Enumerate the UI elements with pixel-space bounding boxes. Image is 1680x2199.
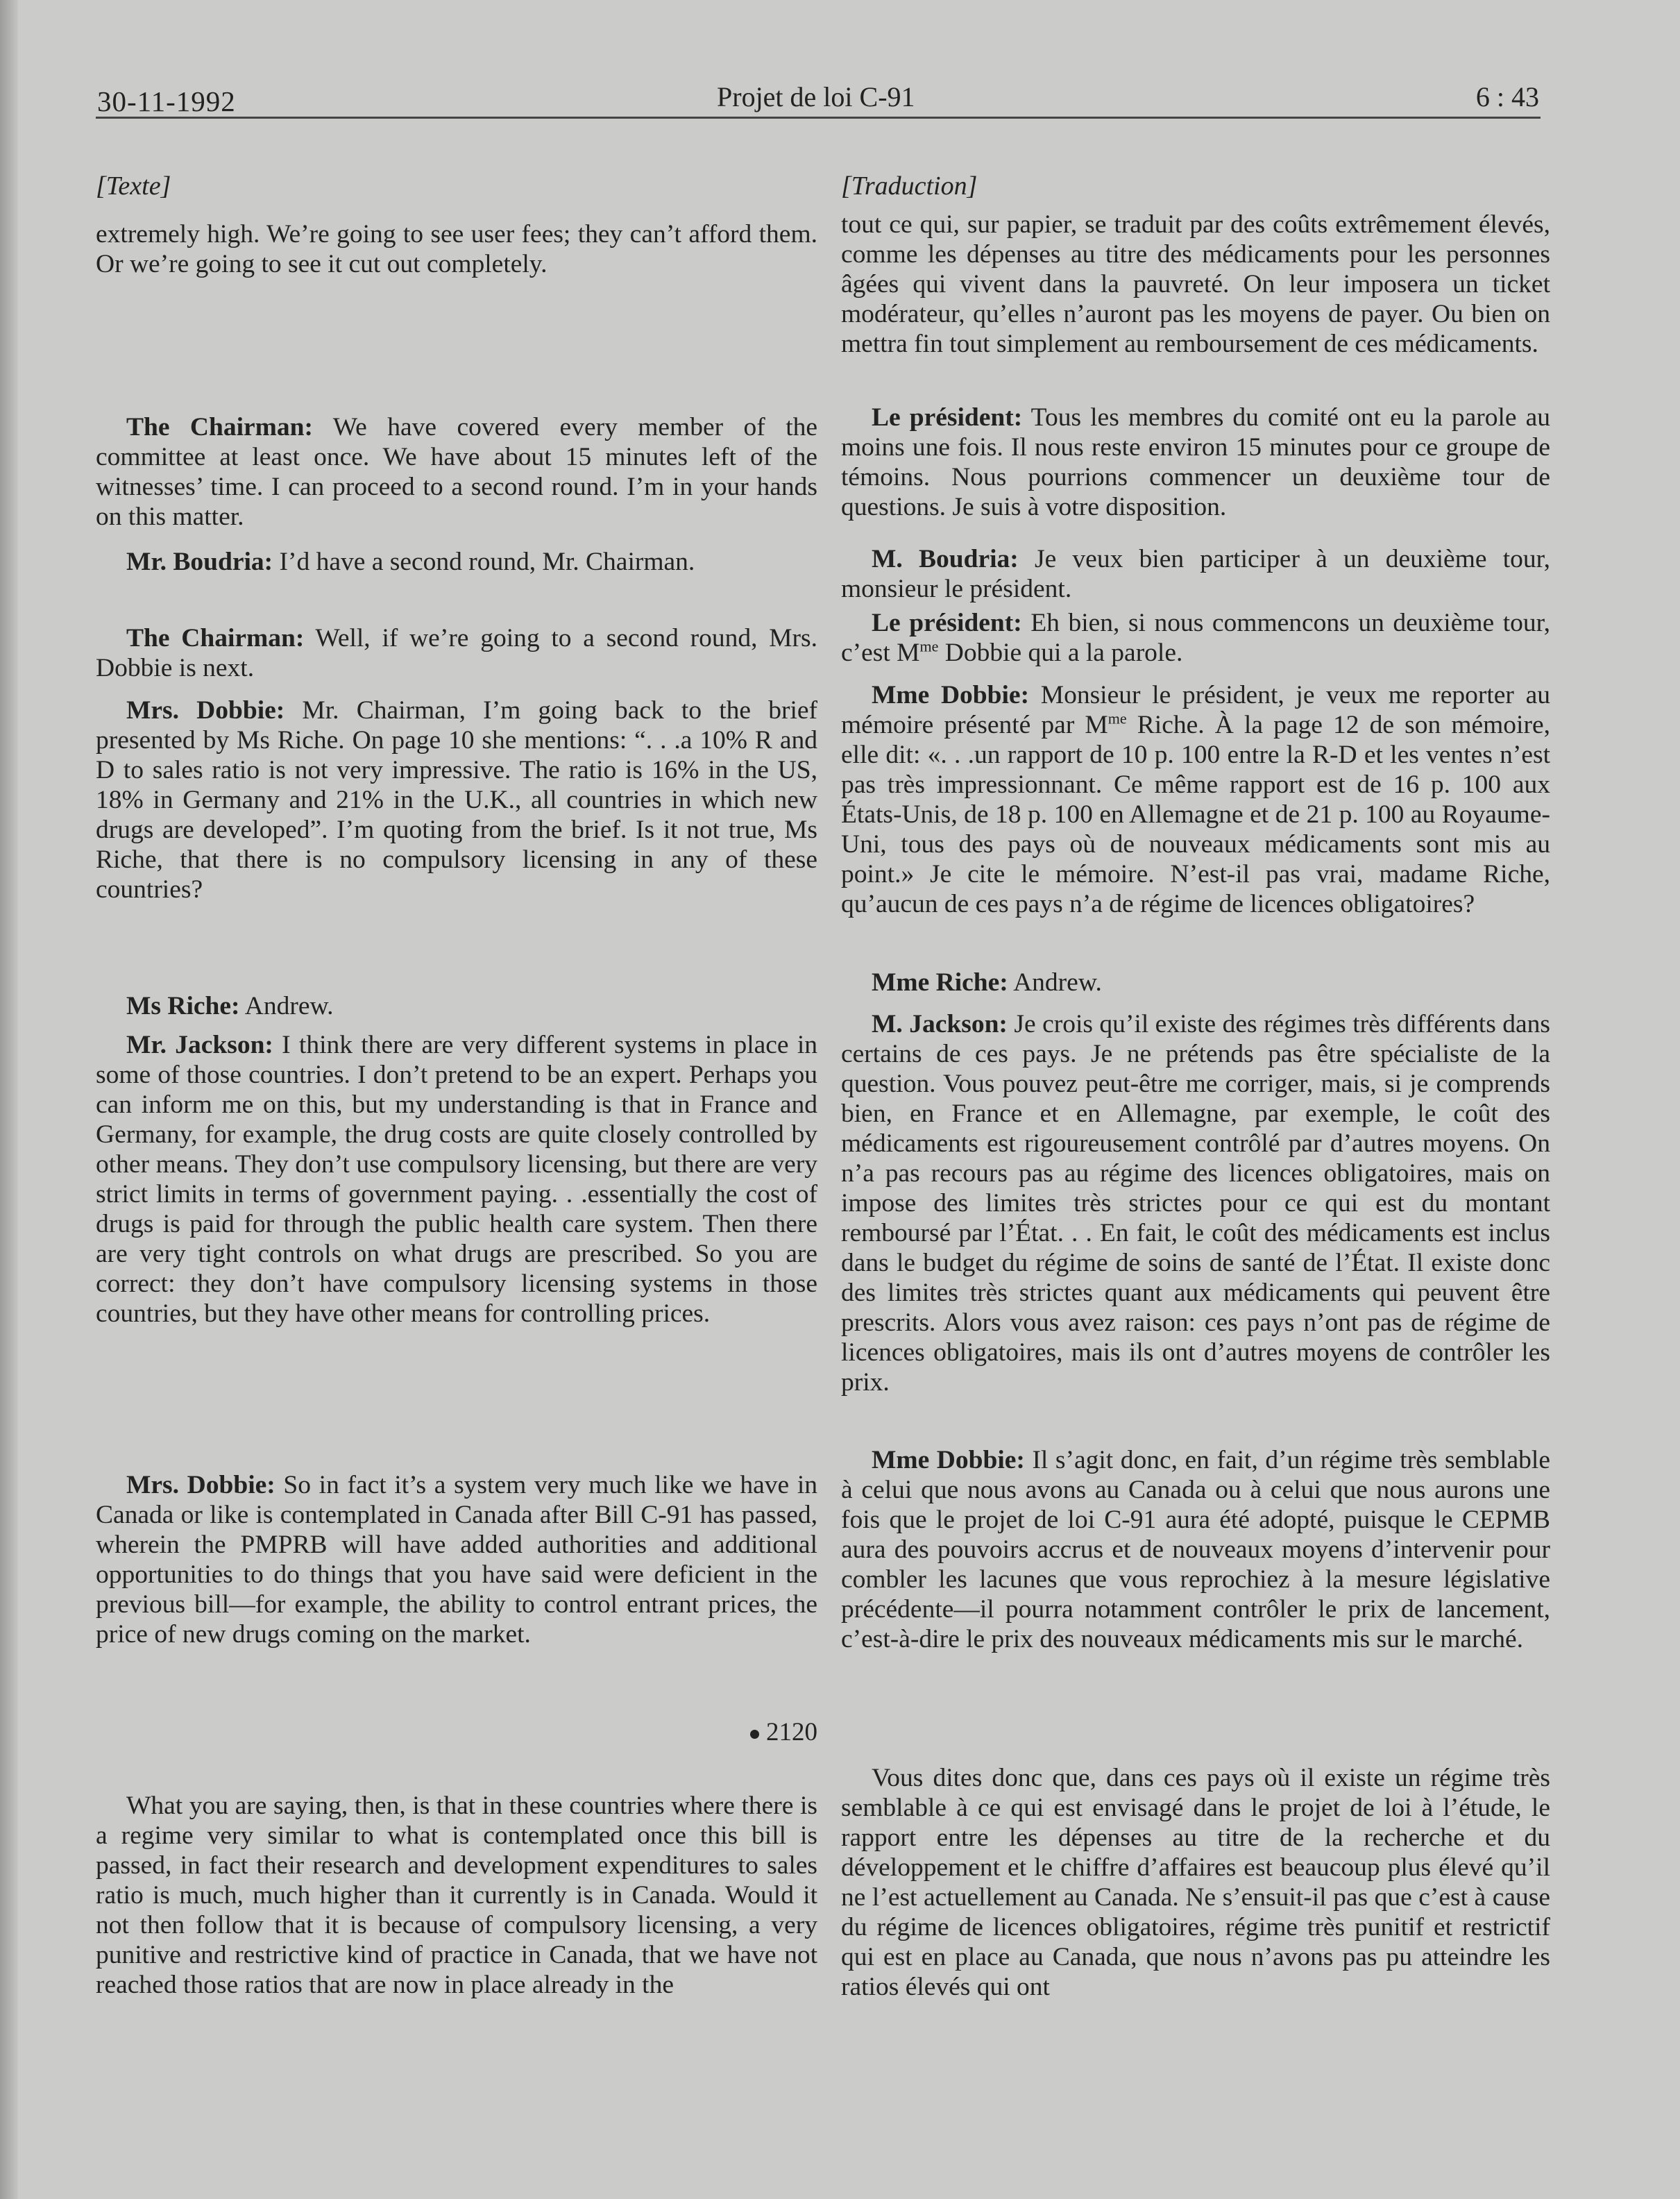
speaker-name: Ms Riche: (126, 992, 240, 1020)
en-paragraph-dobbie-2: Mrs. Dobbie: So in fact it’s a system very much like we have in Canada or like is contemplated in Canada after Bill C-91 has passed, wherein the PMPRB will have added authorities and additional opportunities to do things that you have said were deficient in the previous bill—for example, the ability to control entrant prices, the price of new drugs coming on the market. (96, 1471, 817, 1649)
fr-paragraph-jackson: M. Jackson: Je crois qu’il existe des régimes très différents dans certains de ces pays. Je ne prétends pas être spécialiste de la question. Vous pouvez peut-être me corriger, mais, si je comprends bien, en France et en Allemagne, par exemple, le coût des médicaments est rigoureusement contrôlé par d’autres moyens. On n’a pas recours pas au régime des licences obligatoires, mais on impose des limites très strictes pour ce qui est du montant remboursé par l’État. . . En fait, le coût des médicaments est inclus dans le budget du régime de soins de santé de l’État. Il existe donc des limites très strictes quant aux médicaments qui peuvent être prescrits. Alors vous avez raison: ces pays n’ont pas de régime de licences obligatoires, mais ils ont d’autres moyens de contrôler les prix. (841, 1010, 1550, 1397)
fr-paragraph-dobbie-2: Mme Dobbie: Il s’agit donc, en fait, d’un régime très semblable à celui que nous avons au Canada ou à celui que nous aurons une fois que le projet de loi C-91 aura été adopté, puisque le CEPMB aura des pouvoirs accrus et de nouveaux moyens d’intervenir pour combler les lacunes que vous reprochiez à la mesure législative précédente—il pourra notamment contrôler le prix de lancement, c’est-à-dire le prix des nouveaux médicaments mis sur le marché. (841, 1446, 1550, 1653)
speaker-name: Mme Dobbie: (872, 681, 1030, 709)
header-title: Projet de loi C-91 (717, 81, 915, 112)
en-paragraph-chairman-2: The Chairman: Well, if we’re going to a second round, Mrs. Dobbie is next. (96, 624, 818, 682)
speaker-name: The Chairman: (126, 624, 305, 652)
fr-paragraph-0: tout ce qui, sur papier, se traduit par des coûts extrêmement élevés, comme les dépenses au titre des médicaments pour les personnes âgées qui vivent dans la pauvreté. On leur imposera un ticket modérateur, qu’elles n’auront pas les moyens de payer. Ou bien on mettra fin tout simplement au remboursement de ces médicaments. (841, 210, 1550, 358)
fr-paragraph-dobbie-1: Mme Dobbie: Monsieur le président, je veux me reporter au mémoire présenté par $M^{me}$ Riche. À la page 12 de son mémoire, elle dit: «. . .un rapport de 10 p. 100 entre la R-D et les ventes n’est pas très impressionnant. Ce même rapport est de 16 p. 100 aux États-Unis, de 18 p. 100 en Allemagne et de 21 p. 100 au Royaume-Uni, tous des pays où de nouveaux médicaments sont mis au point.» Je cite le mémoire. N’est-il pas vrai, madame Riche, qu’aucun de ces pays n’a de régime de licences obligatoires? (841, 681, 1551, 918)
speaker-name: Le président: (872, 403, 1023, 432)
bullet-icon (750, 1730, 759, 1739)
speaker-name: M. Jackson: (872, 1010, 1008, 1038)
traduction-label: [Traduction] (841, 171, 978, 201)
page-edge-shadow (0, 0, 18, 2199)
fr-paragraph-boudria: M. Boudria: Je veux bien participer à un deuxième tour, monsieur le président. (841, 545, 1551, 603)
en-paragraph-chairman-1: The Chairman: We have covered every member of the committee at least once. We have about 15 minutes left of the witnesses’ time. I can proceed to a second round. I’m in your hands on this matter. (96, 413, 818, 531)
speaker-name: Le président: (872, 609, 1022, 637)
fr-paragraph-president-2: Le président: Eh bien, si nous commencons un deuxième tour, c’est $M^{me}$ Dobbie qui a la parole. (841, 609, 1550, 667)
speaker-name: Mrs. Dobbie: (126, 696, 285, 725)
en-paragraph-boudria: Mr. Boudria: I’d have a second round, Mr. Chairman. (126, 548, 695, 576)
texte-label: [Texte] (96, 171, 171, 201)
time-marker: 2120 (96, 1717, 817, 1747)
french-column (841, 167, 1550, 2027)
english-column (96, 167, 817, 2027)
speaker-name: Mr. Boudria: (126, 548, 273, 576)
en-paragraph-dobbie-1: Mrs. Dobbie: Mr. Chairman, I’m going back to the brief presented by Ms Riche. On page 10 she mentions: “. . .a 10% R and D to sales ratio is not very impressive. The ratio is 16% in the US, 18% in Germany and 21% in the U.K., all countries in which new drugs are developed”. I’m quoting from the brief. Is it not true, Ms Riche, that there is no compulsory licensing in any of these countries? (96, 696, 817, 904)
fr-paragraph-dobbie-3: Vous dites donc que, dans ces pays où il existe un régime très semblable à ce qui est envisagé dans le projet de loi à l’étude, le rapport entre les dépenses au titre de la recherche et du développement et le chiffre d’affaires est beaucoup plus élevé qu’il ne l’est actuellement au Canada. Ne s’ensuit-il pas que c’est à cause du régime de licences obligatoires, régime très punitif et restrictif qui est en place au Canada, que nous n’avons pas pu atteindre les ratios élevés qui ont (841, 1764, 1550, 2001)
speaker-name: Mrs. Dobbie: (126, 1471, 275, 1499)
header-page-number: 6 : 43 (1475, 81, 1539, 112)
header-date: 30-11-1992 (97, 85, 236, 117)
fr-paragraph-riche: Mme Riche: Andrew. (872, 968, 1102, 997)
speaker-name: M. Boudria: (872, 545, 1019, 573)
en-paragraph-riche: Ms Riche: Andrew. (126, 992, 334, 1020)
header-rule (96, 117, 1541, 119)
running-header (96, 78, 1541, 119)
speaker-name: The Chairman: (126, 413, 314, 441)
speaker-name: Mr. Jackson: (126, 1031, 273, 1059)
fr-paragraph-president-1: Le président: Tous les membres du comité ont eu la parole au moins une fois. Il nous reste environ 15 minutes pour ce groupe de témoins. Nous pourrions commencer un deuxième tour de questions. Je suis à votre disposition. (841, 403, 1551, 521)
en-paragraph-dobbie-3: What you are saying, then, is that in these countries where there is a regime very similar to what is contemplated once this bill is passed, in fact their research and development expenditures to sales ratio is much, much higher than it currently is in Canada. Would it not then follow that it is because of compulsory licensing, a very punitive and restrictive kind of practice in Canada, that we have not reached those ratios that are now in place already in the (96, 1792, 817, 1999)
speaker-name: Mme Dobbie: (872, 1446, 1025, 1474)
en-paragraph-0: extremely high. We’re going to see user fees; they can’t afford them. Or we’re going to see it cut out completely. (96, 220, 817, 278)
en-paragraph-jackson: Mr. Jackson: I think there are very different systems in place in some of those countries. I don’t pretend to be an expert. Perhaps you can inform me on this, but my understanding is that in France and Germany, for example, the drug costs are quite closely controlled by other means. They don’t use compulsory licensing, but there are very strict limits in terms of government paying. . .essentially the cost of drugs is paid for through the public health care system. Then there are very tight controls on what drugs are prescribed. So you are correct: they don’t have compulsory licensing systems in those countries, but they have other means for controlling prices. (96, 1031, 817, 1328)
speaker-name: Mme Riche: (872, 968, 1008, 997)
